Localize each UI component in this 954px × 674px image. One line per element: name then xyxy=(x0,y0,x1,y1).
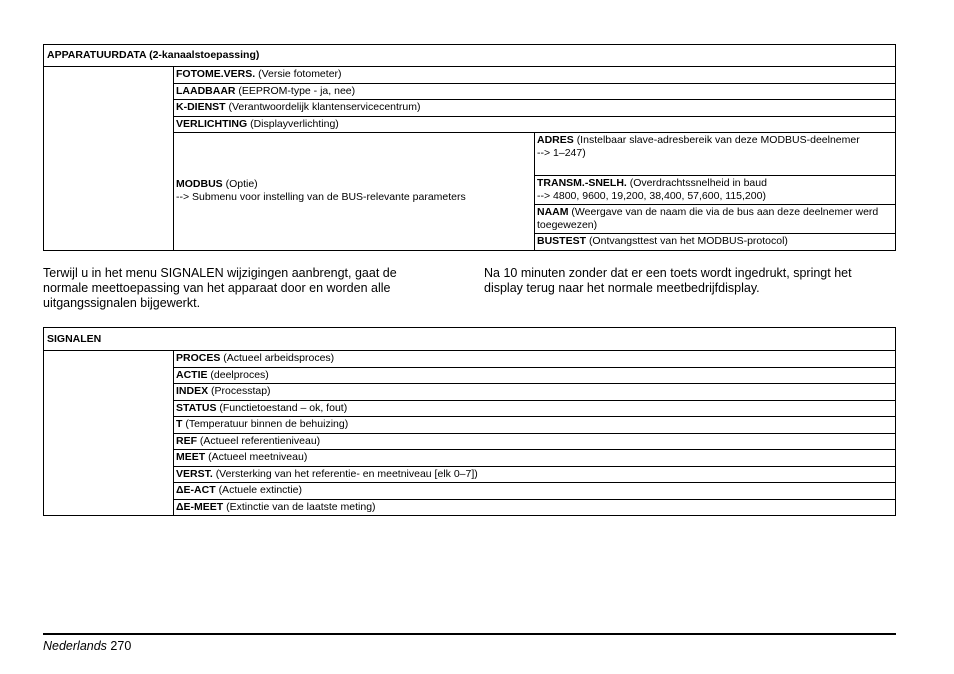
table-row xyxy=(174,400,896,417)
table-row xyxy=(174,83,896,100)
param-desc: (Processtap) xyxy=(211,385,271,397)
param-name: REF xyxy=(176,434,197,447)
table-row xyxy=(174,67,896,84)
empty-indent-cell xyxy=(44,351,174,516)
table-row xyxy=(174,100,896,117)
table-row xyxy=(174,483,896,500)
table-row xyxy=(174,116,896,133)
param-name: STATUS xyxy=(176,401,217,414)
param-name: FOTOME.VERS. xyxy=(176,68,256,80)
table-row xyxy=(174,384,896,401)
param-name: LAADBAAR xyxy=(176,84,236,97)
param-name: NAAM xyxy=(537,206,569,218)
param-desc: (deelproces) xyxy=(210,368,269,381)
footer-language: Nederlands xyxy=(43,639,107,653)
param-name: MEET xyxy=(176,451,206,463)
param-range: --> 4800, 9600, 19,200, 38,400, 57,600, 115,200) xyxy=(537,190,766,202)
param-desc: (Verantwoordelijk klantenservicecentrum) xyxy=(228,101,421,113)
param-name: T xyxy=(176,418,183,430)
param-desc: (Instelbaar slave-adresbereik van deze MODBUS-deelnemer xyxy=(576,134,860,146)
paragraph-left: Terwijl u in het menu SIGNALEN wijzigingen aanbrengt, gaat de normale meettoepassing van het apparaat door en worden alle uitgangssignalen bijgewerkt. xyxy=(43,266,397,310)
param-name: VERLICHTING xyxy=(176,117,248,130)
table-row xyxy=(174,351,896,368)
page-number: 270 xyxy=(110,639,132,653)
param-name: ACTIE xyxy=(176,368,208,381)
modbus-item xyxy=(535,176,896,205)
table-header: SIGNALEN xyxy=(44,328,896,351)
param-name: TRANSM.-SNELH. xyxy=(537,177,627,189)
param-range: --> 1–247) xyxy=(537,147,586,159)
modbus-cell xyxy=(174,133,535,251)
param-desc: (Extinctie van de laatste meting) xyxy=(226,500,376,513)
param-name: VERST. xyxy=(176,467,213,480)
param-desc: (Optie) xyxy=(225,178,258,191)
modbus-item xyxy=(535,205,896,234)
param-desc: (Actueel referentieniveau) xyxy=(199,434,321,447)
param-desc: (Displayverlichting) xyxy=(250,117,339,130)
param-name: INDEX xyxy=(176,385,209,397)
paragraph-right: Na 10 minuten zonder dat er een toets wordt ingedrukt, springt het display terug naar het normale meetbedrijfdisplay. xyxy=(484,266,852,295)
table-row xyxy=(174,417,896,434)
param-desc: (Versterking van het referentie- en meetniveau [elk 0–7]) xyxy=(215,467,478,480)
param-desc: (Overdrachtssnelheid in baud xyxy=(629,177,767,189)
param-desc: (Ontvangsttest van het MODBUS-protocol) xyxy=(588,235,788,247)
param-name: MODBUS xyxy=(176,178,223,191)
param-name: BUSTEST xyxy=(537,235,587,247)
param-name: ADRES xyxy=(537,134,574,146)
param-desc: (EEPROM-type - ja, nee) xyxy=(238,84,356,97)
table-header: APPARATUURDATA (2-kanaalstoepassing) xyxy=(44,45,896,67)
footer-divider xyxy=(43,633,896,635)
param-desc: (Actuele extinctie) xyxy=(218,484,303,496)
table-row xyxy=(174,499,896,516)
param-desc: (Weergave van de naam die via de bus aan deze deelnemer werd toegewezen) xyxy=(537,206,879,231)
param-name: ΔE-ACT xyxy=(176,484,216,496)
signalen-table xyxy=(43,327,896,516)
param-desc: (Functietoestand – ok, fout) xyxy=(219,401,348,414)
modbus-item xyxy=(535,234,896,251)
modbus-item xyxy=(535,133,896,176)
param-desc: (Versie fotometer) xyxy=(258,68,342,80)
param-desc: (Actueel meetniveau) xyxy=(208,451,308,463)
empty-indent-cell xyxy=(44,67,174,251)
table-row xyxy=(174,433,896,450)
apparatuurdata-table xyxy=(43,44,896,251)
table-row xyxy=(174,367,896,384)
table-row xyxy=(174,466,896,483)
param-desc: (Temperatuur binnen de behuizing) xyxy=(185,418,349,430)
param-name: K-DIENST xyxy=(176,101,226,113)
param-name: PROCES xyxy=(176,352,221,364)
param-name: ΔE-MEET xyxy=(176,500,224,513)
page-footer xyxy=(43,639,131,653)
table-row xyxy=(174,450,896,467)
param-desc: (Actueel arbeidsproces) xyxy=(223,352,335,364)
modbus-submenu-note: --> Submenu voor instelling van de BUS-relevante parameters xyxy=(176,191,466,204)
